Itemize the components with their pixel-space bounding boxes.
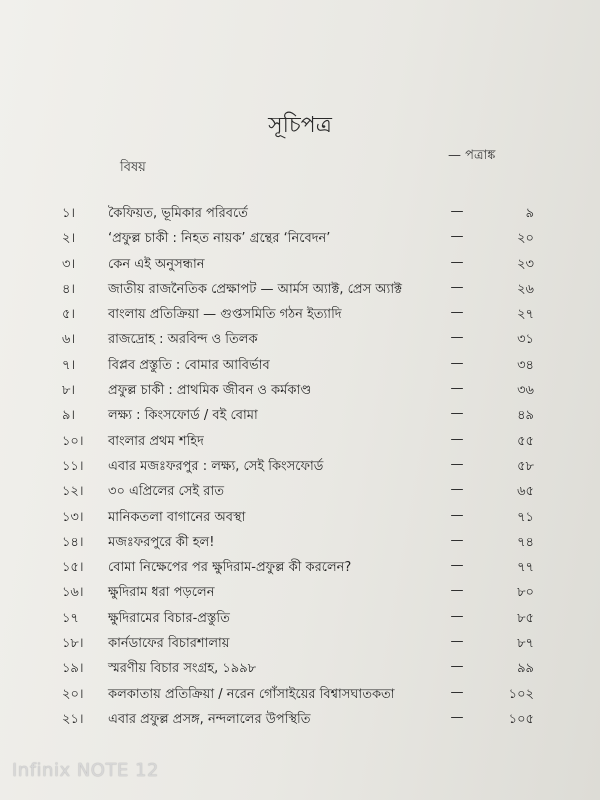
entry-dash: — bbox=[450, 482, 464, 498]
entry-number: ২০। bbox=[62, 686, 84, 702]
toc-entry bbox=[62, 377, 582, 402]
entry-page-number: ৩৪ bbox=[517, 357, 534, 373]
entry-dash: — bbox=[450, 305, 464, 321]
entry-page-number: ৬৫ bbox=[517, 484, 534, 500]
entry-dash: — bbox=[450, 634, 464, 650]
entry-page-number: ১০২ bbox=[508, 686, 534, 702]
entry-dash: — bbox=[450, 431, 464, 447]
entry-number: ৪। bbox=[62, 281, 76, 297]
entry-title: রাজদ্রোহ : অরবিন্দ ও তিলক bbox=[108, 332, 258, 348]
entry-dash: — bbox=[450, 254, 464, 270]
toc-entry bbox=[62, 605, 582, 630]
entry-title: প্রফুল্ল চাকী : প্রাথমিক জীবন ও কর্মকাণ্ড bbox=[108, 383, 312, 399]
entry-number: ১২। bbox=[62, 484, 84, 500]
entry-dash: — bbox=[450, 532, 464, 548]
entry-number: ১৫। bbox=[62, 560, 84, 576]
entry-number: ২১। bbox=[62, 711, 84, 727]
entry-title: মানিকতলা বাগানের অবস্থা bbox=[108, 509, 246, 525]
entry-dash: — bbox=[450, 583, 464, 599]
entry-page-number: ৮০ bbox=[517, 585, 534, 601]
entry-title: কেন এই অনুসন্ধান bbox=[108, 256, 205, 272]
entry-page-number: ৯ bbox=[525, 206, 534, 221]
entry-dash: — bbox=[450, 709, 464, 725]
entry-number: ১৩। bbox=[62, 509, 84, 525]
entry-title: ‘প্রফুল্ল চাকী : নিহত নায়ক’ গ্রন্থের ‘নিবেদন’ bbox=[108, 231, 331, 247]
toc-entry bbox=[62, 326, 582, 351]
entry-dash: — bbox=[450, 558, 464, 574]
toc-entry bbox=[62, 529, 582, 554]
entry-dash: — bbox=[450, 406, 464, 422]
entry-title: বাংলায় প্রতিক্রিয়া — গুপ্তসমিতি গঠন ইত্যাদি bbox=[108, 307, 342, 323]
entry-title: জাতীয় রাজনৈতিক প্রেক্ষাপট — আর্মস অ্যাক্ট, প্রেস অ্যাক্ট bbox=[108, 281, 402, 297]
toc-entry bbox=[62, 276, 582, 301]
toc-entry bbox=[62, 681, 582, 706]
entry-dash: — bbox=[450, 659, 464, 675]
entry-title: বোমা নিক্ষেপের পর ক্ষুদিরাম-প্রফুল্ল কী করলেন? bbox=[108, 560, 352, 576]
toc-entry bbox=[62, 504, 582, 529]
entry-number: ১৯। bbox=[62, 661, 84, 677]
entry-title: বাংলার প্রথম শহিদ bbox=[108, 433, 204, 449]
entry-number: ১। bbox=[62, 206, 76, 221]
page-title: সূচিপত্র bbox=[268, 113, 332, 138]
entry-title: এবার প্রফুল্ল প্রসঙ্গ, নন্দলালের উপস্থিতি bbox=[108, 711, 311, 727]
subject-column-header: বিষয় bbox=[120, 160, 146, 175]
entry-number: ১৪। bbox=[62, 534, 84, 550]
toc-entry bbox=[62, 200, 582, 225]
entry-number: ৯। bbox=[62, 408, 76, 424]
entry-number: ১০। bbox=[62, 433, 84, 449]
entry-dash: — bbox=[450, 355, 464, 371]
entry-page-number: ২৭ bbox=[517, 307, 534, 323]
entry-title: লক্ষ্য : কিংসফোর্ড / বই বোমা bbox=[108, 408, 258, 424]
entry-dash: — bbox=[450, 684, 464, 700]
camera-watermark: Infinix NOTE 12 bbox=[12, 760, 159, 781]
toc-entry bbox=[62, 478, 582, 503]
entry-title: বিপ্লব প্রস্তুতি : বোমার আবির্ভাব bbox=[108, 357, 270, 373]
entry-title: মজঃফরপুরে কী হল! bbox=[108, 534, 215, 550]
entry-page-number: ২৬ bbox=[517, 281, 534, 297]
toc-entry bbox=[62, 554, 582, 579]
entry-page-number: ১০৫ bbox=[508, 711, 534, 727]
entry-number: ১৮। bbox=[62, 636, 84, 652]
page-number-column-header: — পত্রাঙ্ক bbox=[448, 148, 496, 163]
entry-title: কলকাতায় প্রতিক্রিয়া / নরেন গোঁসাইয়ের বিশ্বাসঘাতকতা bbox=[108, 686, 395, 702]
entry-number: ৩। bbox=[62, 256, 76, 272]
entry-page-number: ৯৯ bbox=[517, 661, 534, 677]
entry-dash: — bbox=[450, 608, 464, 624]
entry-number: ১১। bbox=[62, 458, 84, 474]
entry-page-number: ৮৭ bbox=[517, 636, 534, 652]
entry-page-number: ৪৯ bbox=[517, 408, 534, 424]
entry-number: ৫। bbox=[62, 307, 76, 323]
toc-entry bbox=[62, 251, 582, 276]
entry-dash: — bbox=[450, 204, 464, 219]
entry-title: ক্ষুদিরামের বিচার-প্রস্তুতি bbox=[108, 610, 230, 626]
entry-title: ৩০ এপ্রিলের সেই রাত bbox=[108, 484, 224, 500]
toc-entry bbox=[62, 655, 582, 680]
entry-number: ৮। bbox=[62, 383, 76, 399]
entry-number: ১৬। bbox=[62, 585, 84, 601]
entry-page-number: ৭৭ bbox=[517, 560, 534, 576]
toc-entry bbox=[62, 706, 582, 731]
toc-entry bbox=[62, 428, 582, 453]
entry-dash: — bbox=[450, 507, 464, 523]
toc-entry bbox=[62, 453, 582, 478]
entry-page-number: ৩১ bbox=[517, 332, 534, 348]
entry-dash: — bbox=[450, 330, 464, 346]
entry-page-number: ৩৬ bbox=[517, 383, 534, 399]
entry-dash: — bbox=[450, 279, 464, 295]
entry-title: কার্নডাফের বিচারশালায় bbox=[108, 636, 230, 652]
entry-page-number: ৫৫ bbox=[517, 433, 534, 449]
toc-entry bbox=[62, 579, 582, 604]
toc-entry bbox=[62, 301, 582, 326]
entry-page-number: ৮৫ bbox=[517, 610, 534, 626]
entry-page-number: ৭১ bbox=[517, 509, 534, 525]
entry-title: স্মরণীয় বিচার সংগ্রহ, ১৯৯৮ bbox=[108, 661, 257, 677]
entry-title: কৈফিয়ত, ভূমিকার পরিবর্তে bbox=[108, 206, 248, 221]
toc-entry bbox=[62, 402, 582, 427]
entry-number: ২। bbox=[62, 231, 76, 247]
entry-title: ক্ষুদিরাম ধরা পড়লেন bbox=[108, 585, 215, 601]
entry-page-number: ২০ bbox=[517, 231, 534, 247]
entry-page-number: ৭৪ bbox=[517, 534, 534, 550]
entry-number: ৭। bbox=[62, 357, 76, 373]
table-of-contents bbox=[62, 200, 582, 731]
toc-entry bbox=[62, 225, 582, 250]
toc-entry bbox=[62, 352, 582, 377]
entry-dash: — bbox=[450, 229, 464, 245]
entry-page-number: ৫৮ bbox=[517, 458, 534, 474]
entry-title: এবার মজঃফরপুর : লক্ষ্য, সেই কিংসফোর্ড bbox=[108, 458, 324, 474]
toc-entry bbox=[62, 630, 582, 655]
entry-page-number: ২৩ bbox=[517, 256, 534, 272]
entry-number: ১৭ bbox=[62, 610, 79, 626]
entry-dash: — bbox=[450, 381, 464, 397]
entry-number: ৬। bbox=[62, 332, 76, 348]
entry-dash: — bbox=[450, 456, 464, 472]
